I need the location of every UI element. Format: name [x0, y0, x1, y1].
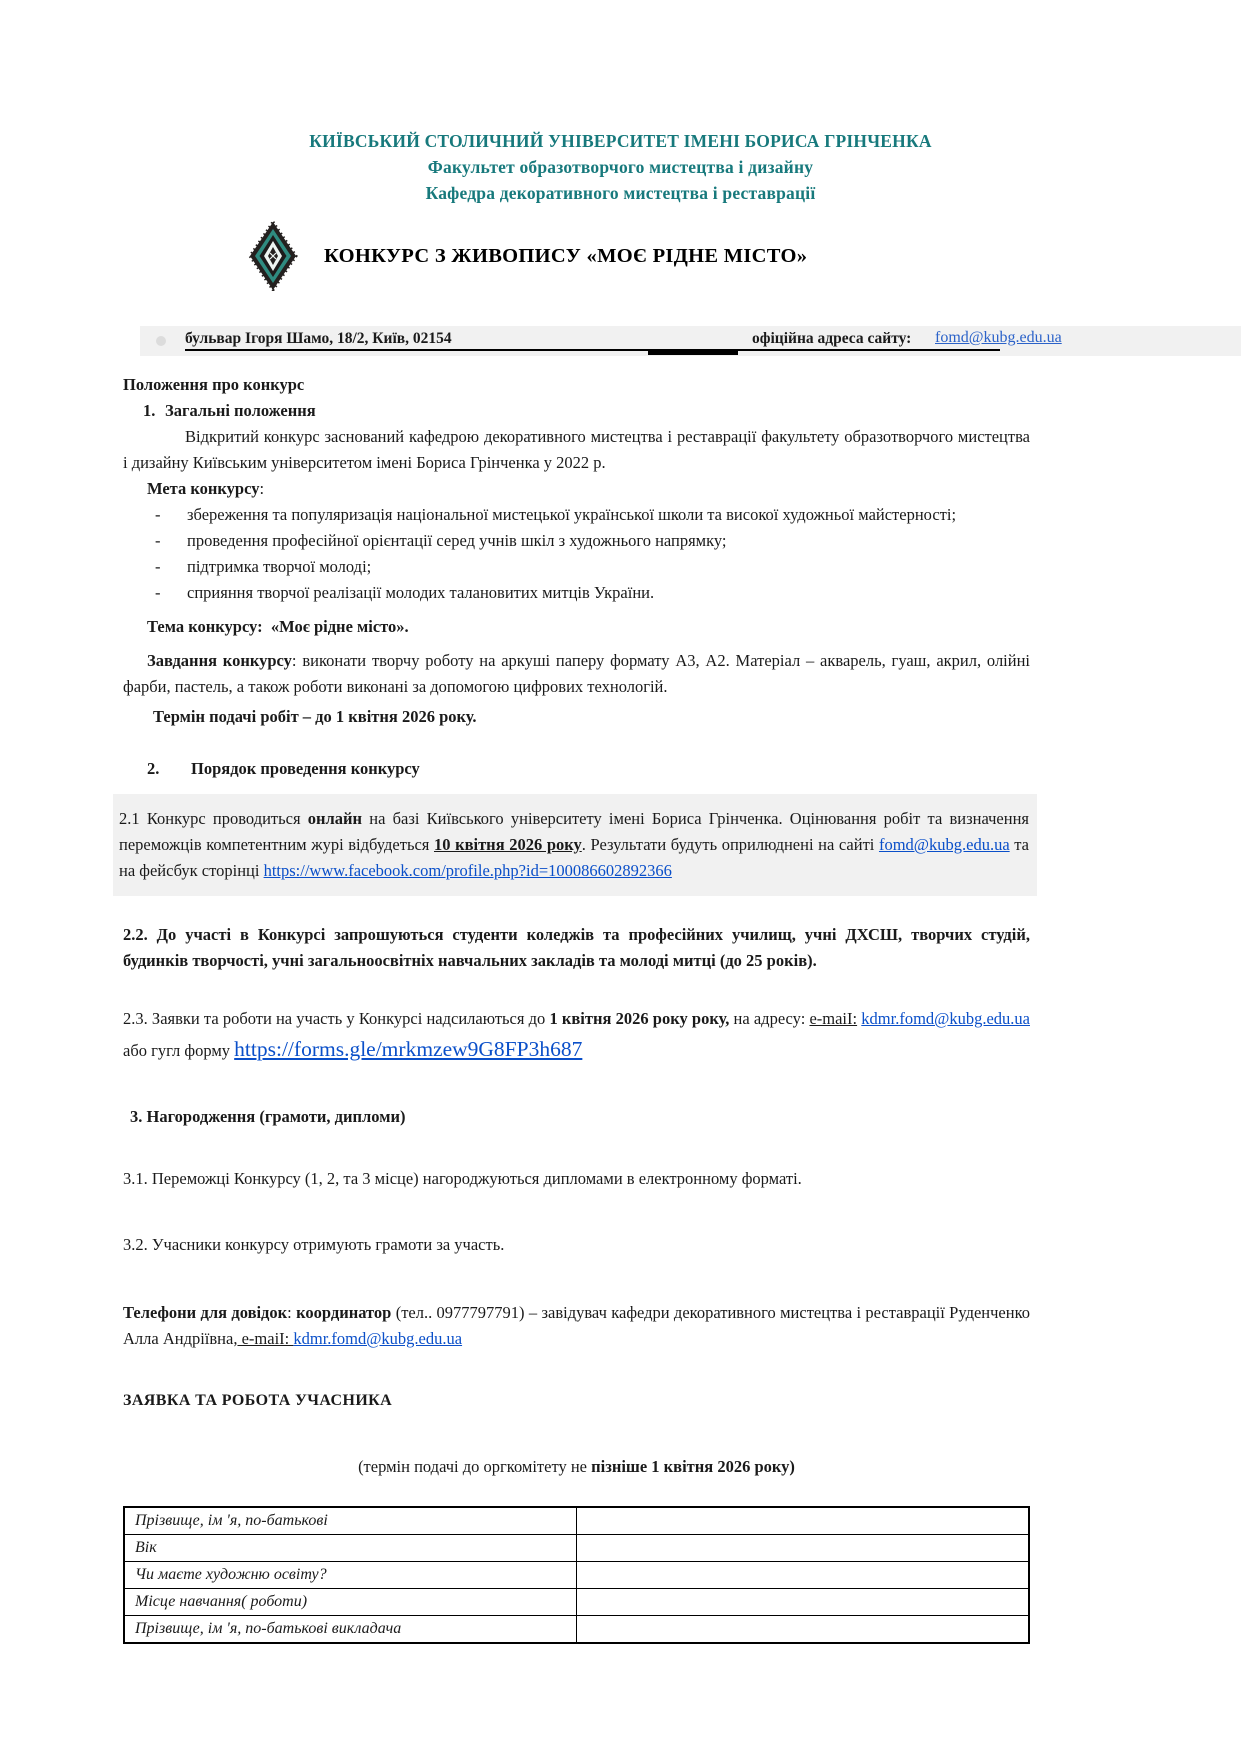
site-address-label: офіційна адреса сайту:	[752, 330, 912, 347]
p23-text: на адресу:	[729, 1009, 810, 1028]
faculty-name: Факультет образотворчого мистецтва і дизайну	[427, 157, 814, 177]
list-item	[123, 554, 1030, 580]
table-row	[124, 1616, 1029, 1644]
doc-header	[123, 128, 1118, 206]
contacts-email-label: e-maiI:	[237, 1329, 294, 1348]
section-3-heading: 3. Нагородження (грамоти, дипломи)	[130, 1107, 406, 1126]
underline-rule	[185, 349, 1000, 351]
application-title: ЗАЯВКА ТА РОБОТА УЧАСНИКА	[123, 1392, 393, 1409]
table-row-label: Чи маєте художню освіту?	[124, 1562, 577, 1589]
contacts-text: (тел.. 0977797791) – завідувач кафедри декоративного мистецтва і реставрації Руденченко Алла Андріївна,	[123, 1303, 1030, 1348]
paragraph-3-2: 3.2. Учасники конкурсу отримують грамоти за участь.	[123, 1235, 505, 1254]
table-row-label: Прізвище, ім 'я, по-батькові	[124, 1507, 577, 1535]
contacts-coordinator: координатор	[296, 1303, 392, 1322]
theme-value: «Моє рідне місто».	[270, 617, 409, 636]
section-1-heading	[123, 398, 1030, 424]
list-item	[123, 528, 1030, 554]
p21-text: 2.1 Конкурс проводиться	[119, 809, 308, 828]
p21-text: та на фейсбук сторінці	[119, 835, 1029, 880]
application-table	[123, 1506, 1030, 1644]
address-text: бульвар Ігоря Шамо, 18/2, Київ, 02154	[185, 330, 452, 347]
deadline-note-bold: пізніше 1 квітня 2026 року)	[591, 1457, 795, 1476]
task-text: : виконати творчу роботу на аркуші паперу формату А3, А2. Матеріал – акварель, гуаш, акрил, олійні фарби, пастель, а також роботи виконані за допомогою цифрових технологій.	[123, 651, 1031, 696]
table-row-value	[577, 1562, 1030, 1589]
table-row-label: Прізвище, ім 'я, по-батькові викладача	[124, 1616, 577, 1644]
section-2-heading	[147, 756, 1030, 782]
intro-paragraph: Відкритий конкурс заснований кафедрою декоративного мистецтва і реставрації факультету образотворчого мистецтва і дизайну Київським університетом імені Бориса Грінченка у 2022 р.	[123, 427, 1030, 472]
paragraph-2-1-box	[113, 794, 1037, 896]
table-row	[124, 1507, 1029, 1535]
p21-text: . Результати будуть оприлюднені на сайті	[581, 835, 879, 854]
paragraph-2-2: 2.2. До участі в Конкурсі запрошуються студенти коледжів та професійних училищ, учні ДХСШ, творчих студій, будинків творчості, учні загальноосвітніх навчальних закладів та молоді митці (до 25 років).	[123, 925, 1030, 970]
position-title: Положення про конкурс	[123, 375, 305, 394]
p21-online: онлайн	[307, 809, 363, 828]
table-row	[124, 1589, 1029, 1616]
list-item-text: проведення професійної орієнтації серед учнів шкіл з художнього напрямку;	[187, 531, 727, 550]
list-item	[123, 502, 1030, 528]
logo-title-row	[248, 220, 1241, 292]
contacts-label: Телефони для довідок	[123, 1303, 288, 1322]
goal-colon: :	[259, 479, 265, 498]
facebook-link[interactable]: https://www.facebook.com/profile.php?id=100086602892366	[263, 861, 672, 880]
table-row-value	[577, 1589, 1030, 1616]
deadline-note-text: (термін подачі до оргкомітету не	[358, 1457, 592, 1476]
theme-line	[147, 614, 1030, 640]
table-row	[124, 1562, 1029, 1589]
submission-deadline: Термін подачі робіт – до 1 квітня 2026 року.	[153, 707, 477, 726]
dash-marker: -	[155, 583, 161, 602]
list-item-text: збереження та популяризація національної мистецької української школи та високої художньої майстерності;	[187, 505, 957, 524]
p23-text: 2.3. Заявки та роботи на участь у Конкурсі надсилаються до	[123, 1009, 550, 1028]
paragraph-2-3	[123, 1004, 1030, 1066]
list-item	[123, 580, 1030, 606]
table-row-value	[577, 1616, 1030, 1644]
section-1-number: 1.	[143, 401, 156, 420]
black-bar	[648, 350, 738, 355]
p23-email-link[interactable]: kdmr.fomd@kubg.edu.ua	[861, 1009, 1030, 1028]
table-row-label: Місце навчання( роботи)	[124, 1589, 577, 1616]
ukrainian-ornament-emblem-icon	[248, 221, 298, 291]
section-2-title: Порядок проведення конкурсу	[191, 759, 420, 778]
theme-label: Тема конкурсу:	[147, 617, 263, 636]
dash-marker: -	[155, 557, 161, 576]
p23-email-label: e-maiI:	[809, 1009, 858, 1028]
p23-text: або гугл форму	[123, 1041, 235, 1060]
table-row-value	[577, 1507, 1030, 1535]
document-body	[119, 372, 1031, 1644]
table-row-label: Вік	[124, 1535, 577, 1562]
goal-label-text: Мета конкурсу	[147, 479, 260, 498]
dash-marker: -	[155, 531, 161, 550]
contacts-paragraph	[123, 1300, 1030, 1352]
table-row-value	[577, 1535, 1030, 1562]
deadline-note	[123, 1454, 1030, 1480]
task-label: Завдання конкурсу	[147, 651, 292, 670]
site-email-link[interactable]: fomd@kubg.edu.ua	[935, 329, 1062, 346]
p21-email-link[interactable]: fomd@kubg.edu.ua	[878, 835, 1010, 854]
bullet-dot-icon	[156, 336, 166, 346]
list-item-text: сприяння творчої реалізації молодих талановитих митців України.	[187, 583, 655, 602]
google-form-link[interactable]: https://forms.gle/mrkmzew9G8FP3h687	[234, 1037, 583, 1061]
address-bar	[140, 326, 1241, 356]
contacts-email-link[interactable]: kdmr.fomd@kubg.edu.ua	[293, 1329, 463, 1348]
task-paragraph	[123, 648, 1030, 700]
department-name: Кафедра декоративного мистецтва і реставрації	[425, 183, 816, 203]
section-2-number: 2.	[147, 759, 160, 778]
dash-marker: -	[155, 505, 161, 524]
contest-title: КОНКУРС З ЖИВОПИСУ «МОЄ РІДНЕ МІСТО»	[324, 244, 808, 267]
goal-label	[147, 476, 1030, 502]
goal-list	[123, 502, 1030, 606]
contacts-colon: :	[287, 1303, 297, 1322]
list-item-text: підтримка творчої молоді;	[187, 557, 372, 576]
p21-jury-date: 10 квітня 2026 року	[433, 835, 582, 854]
table-row	[124, 1535, 1029, 1562]
paragraph-3-1: 3.1. Переможці Конкурсу (1, 2, та 3 місце) нагороджуються дипломами в електронному форматі.	[123, 1169, 802, 1188]
p23-date: 1 квітня 2026 року року,	[549, 1009, 730, 1028]
p21-text: на базі Київського університету імені Бориса Грінченка. Оцінювання робіт та визначення переможців компетентним журі відбудеться	[119, 809, 1029, 854]
section-1-title: Загальні положення	[165, 401, 316, 420]
university-name: КИЇВСЬКИЙ СТОЛИЧНИЙ УНІВЕРСИТЕТ ІМЕНІ БОРИСА ГРІНЧЕНКА	[309, 131, 932, 151]
